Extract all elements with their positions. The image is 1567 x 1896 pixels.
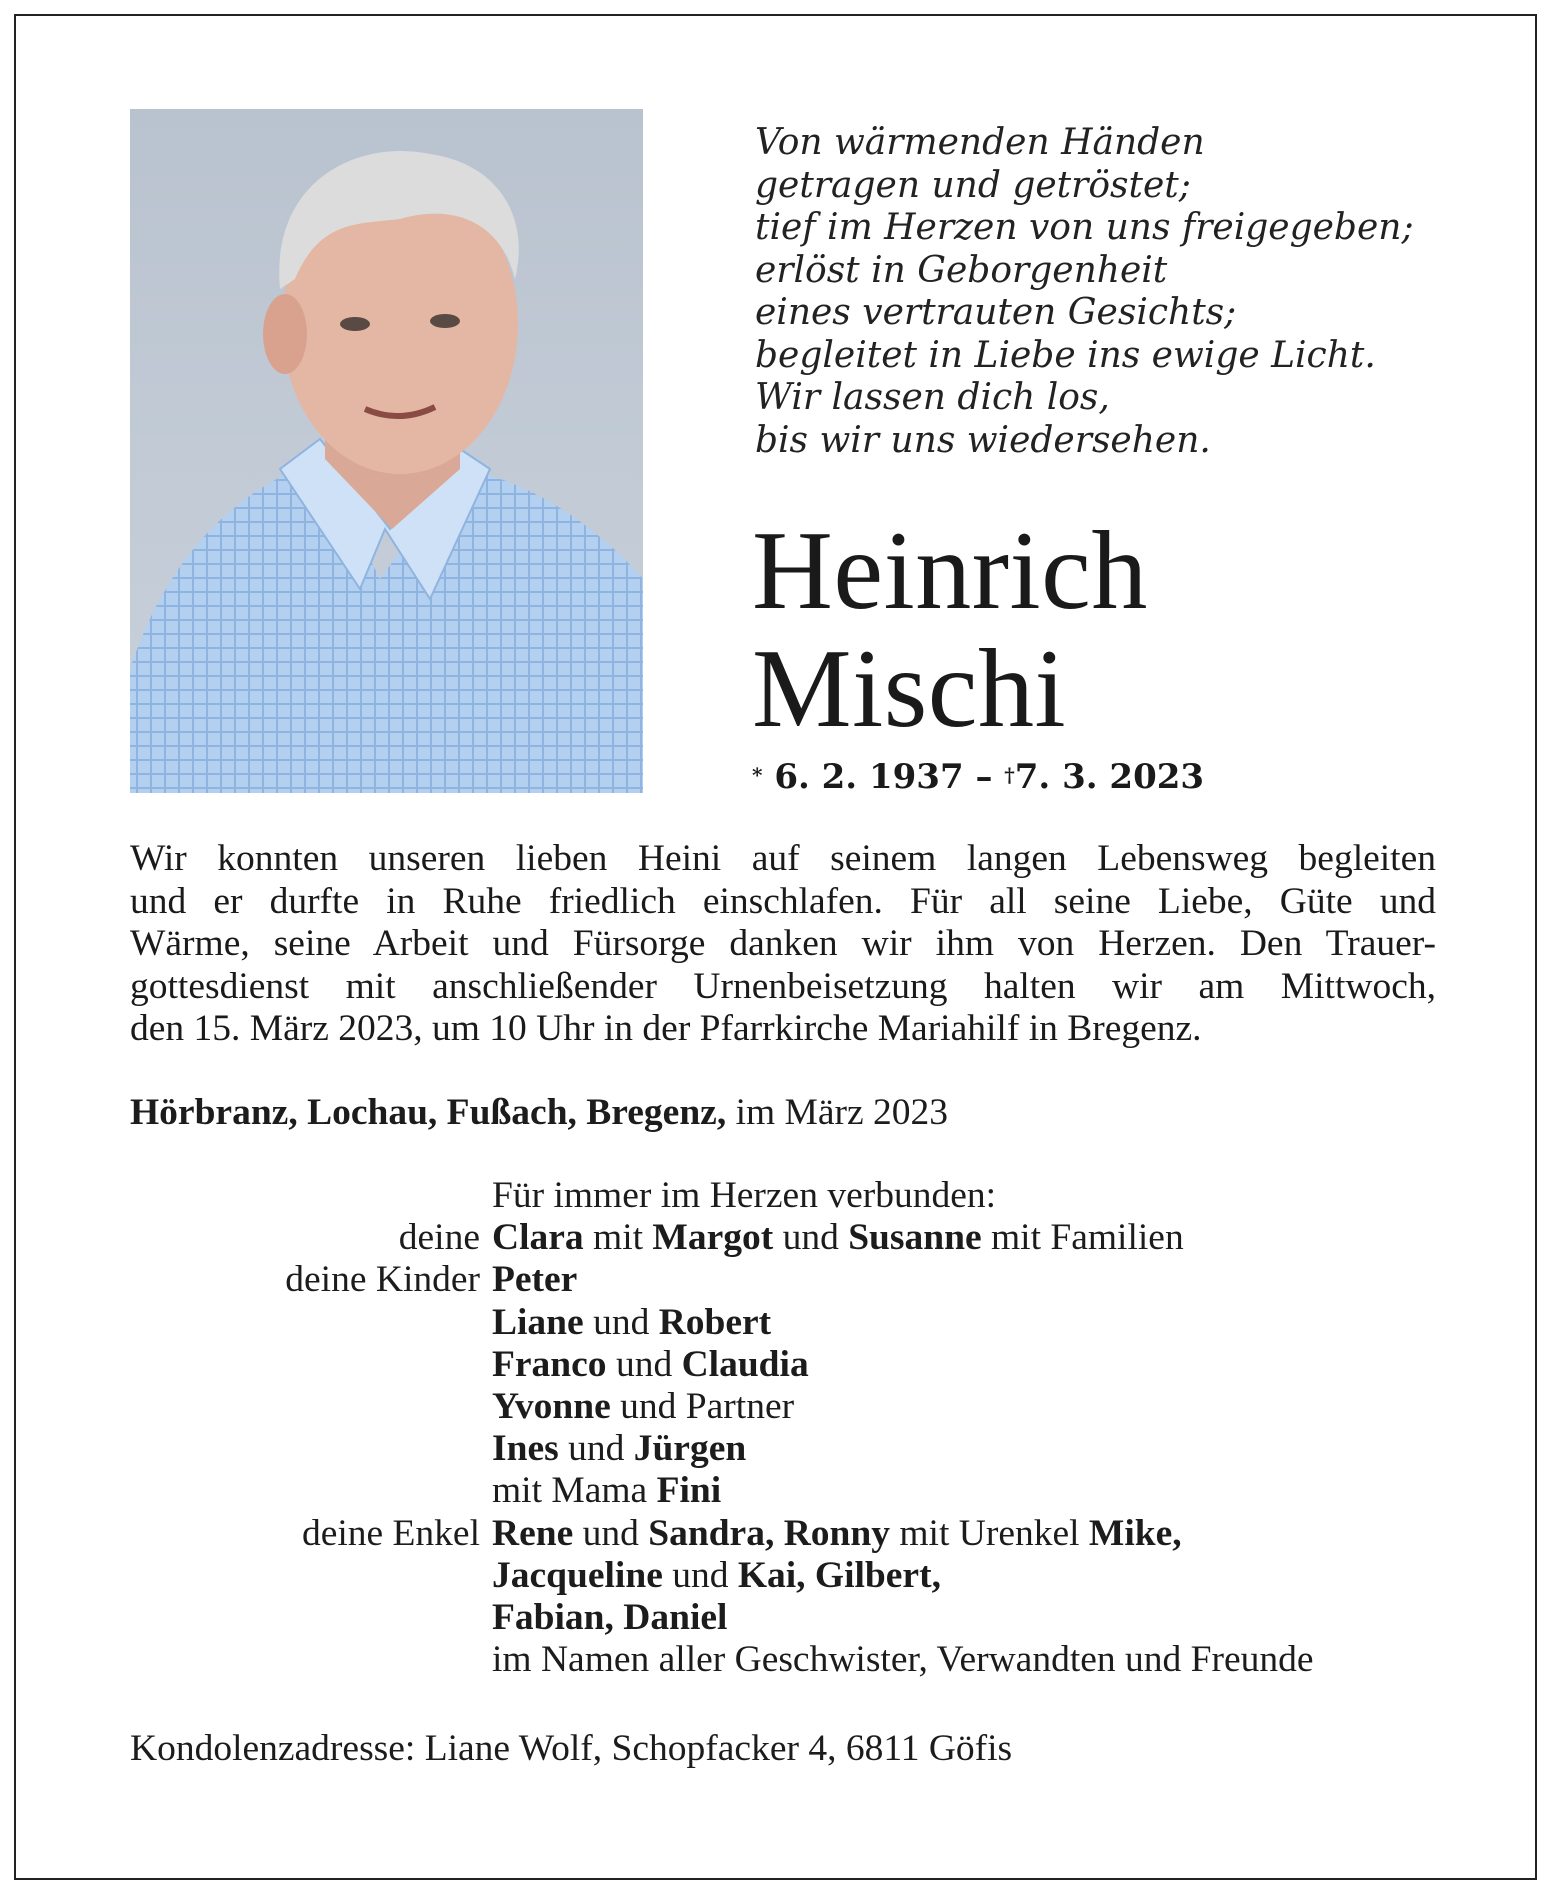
family-relation-label — [130, 1470, 492, 1512]
family-row — [130, 1639, 1460, 1681]
place-date-line — [130, 1091, 948, 1134]
family-relation-label — [130, 1555, 492, 1597]
member-name: Margot — [652, 1217, 774, 1259]
member-name: Rene — [492, 1512, 574, 1554]
deceased-name — [752, 509, 1148, 751]
family-relation-label — [130, 1386, 492, 1428]
family-intro-row — [130, 1175, 1460, 1217]
connector-text: und Partner — [610, 1386, 795, 1428]
first-name: Heinrich — [752, 509, 1148, 633]
condolence-address: Kondolenzadresse: Liane Wolf, Schopfacker 4, 6811 Göfis — [130, 1728, 1013, 1769]
announcement-text — [130, 838, 1436, 1051]
member-name: Jürgen — [633, 1428, 747, 1470]
family-members — [492, 1513, 1460, 1555]
connector-text: und — [773, 1217, 849, 1259]
text-line: den 15. März 2023, um 10 Uhr in der Pfarrkirche Mariahilf in Bregenz. — [130, 1008, 1202, 1050]
member-name: Franco — [492, 1343, 607, 1385]
family-members — [492, 1344, 1460, 1386]
family-members — [492, 1639, 1460, 1681]
poem-line: Von wärmenden Händen — [755, 122, 1205, 163]
connector-text: und — [606, 1343, 682, 1385]
family-members — [492, 1470, 1460, 1512]
birth-date: 6. 2. 1937 — [774, 757, 964, 797]
member-name: Liane — [492, 1301, 584, 1343]
member-name: Ines — [492, 1428, 559, 1470]
connector-text: mit Mama — [492, 1470, 657, 1512]
family-intro: Für immer im Herzen verbunden: — [492, 1175, 997, 1216]
family-relation-label: deine Kinder — [285, 1259, 480, 1301]
member-name: Yvonne — [492, 1386, 611, 1428]
member-name: Peter — [492, 1259, 578, 1301]
death-symbol: † — [1004, 763, 1015, 787]
family-relation-label — [130, 1344, 492, 1386]
text-line: gottesdienst mit anschließender Urnenbeisetzung halten wir am Mittwoch, — [130, 965, 1436, 1007]
family-row — [130, 1555, 1460, 1597]
connector-text: und — [583, 1301, 659, 1343]
family-relation-label — [130, 1302, 492, 1344]
family-members — [492, 1428, 1460, 1470]
family-members — [492, 1302, 1460, 1344]
last-name: Mischi — [752, 627, 1067, 751]
birth-symbol: * — [752, 763, 763, 787]
member-name: Robert — [658, 1301, 772, 1343]
poem-line: bis wir uns wiedersehen. — [755, 419, 1211, 461]
family-row — [130, 1302, 1460, 1344]
member-name: Claudia — [681, 1343, 809, 1385]
family-relation-label: deine Enkel — [301, 1512, 480, 1554]
connector-text: mit Urenkel — [890, 1512, 1089, 1554]
family-rows — [130, 1217, 1460, 1681]
family-relation-label — [130, 1639, 492, 1681]
connector-text: mit — [583, 1217, 653, 1259]
member-name: Fabian, Daniel — [492, 1597, 728, 1639]
family-members — [492, 1386, 1460, 1428]
family-list — [130, 1175, 1460, 1681]
family-members — [492, 1555, 1460, 1597]
text-line: Wärme, seine Arbeit und Fürsorge danken wir ihm von Herzen. Den Trauer- — [130, 923, 1436, 965]
places: Hörbranz, Lochau, Fußach, Bregenz, — [130, 1092, 727, 1133]
family-relation-label — [130, 1597, 492, 1639]
family-members — [492, 1597, 1460, 1639]
death-date: 7. 3. 2023 — [1014, 757, 1205, 797]
connector-text: und — [558, 1428, 634, 1470]
family-row — [130, 1597, 1460, 1639]
member-name: Fini — [656, 1470, 722, 1512]
family-row — [130, 1344, 1460, 1386]
family-relation-label — [130, 1428, 492, 1470]
family-members — [492, 1259, 1460, 1301]
member-name: Susanne — [848, 1217, 982, 1259]
family-row — [130, 1259, 1460, 1301]
family-row — [130, 1217, 1460, 1259]
poem-line: getragen und getröstet; — [755, 164, 1191, 206]
connector-text: und — [573, 1512, 649, 1554]
life-dates — [752, 757, 1204, 797]
poem — [755, 122, 1475, 462]
member-name: Mike, — [1088, 1512, 1182, 1554]
connector-text: mit Familien — [981, 1217, 1184, 1259]
place-date: im März 2023 — [726, 1092, 949, 1133]
member-name: Kai, Gilbert, — [737, 1554, 941, 1596]
family-row — [130, 1470, 1460, 1512]
family-members — [492, 1217, 1460, 1259]
poem-line: erlöst in Geborgenheit — [755, 249, 1168, 291]
date-separator: – — [963, 757, 1005, 797]
family-row — [130, 1513, 1460, 1555]
connector-text: im Namen aller Geschwister, Verwandten und Freunde — [492, 1639, 1314, 1681]
poem-line: eines vertrauten Gesichts; — [755, 292, 1237, 333]
poem-line: tief im Herzen von uns freigegeben; — [755, 207, 1414, 248]
poem-line: begleitet in Liebe ins ewige Licht. — [755, 334, 1376, 376]
member-name: Sandra, Ronny — [648, 1512, 890, 1554]
text-line: Wir konnten unseren lieben Heini auf seinem langen Lebensweg begleiten — [130, 838, 1436, 879]
connector-text: und — [662, 1554, 738, 1596]
member-name: Clara — [492, 1217, 584, 1259]
portrait-photo — [130, 109, 643, 793]
family-row — [130, 1428, 1460, 1470]
text-line: und er durfte in Ruhe friedlich einschlafen. Für all seine Liebe, Güte und — [130, 880, 1436, 922]
member-name: Jacqueline — [492, 1554, 663, 1596]
family-row — [130, 1386, 1460, 1428]
family-relation-label: deine — [398, 1217, 480, 1259]
poem-line: Wir lassen dich los, — [755, 377, 1110, 418]
